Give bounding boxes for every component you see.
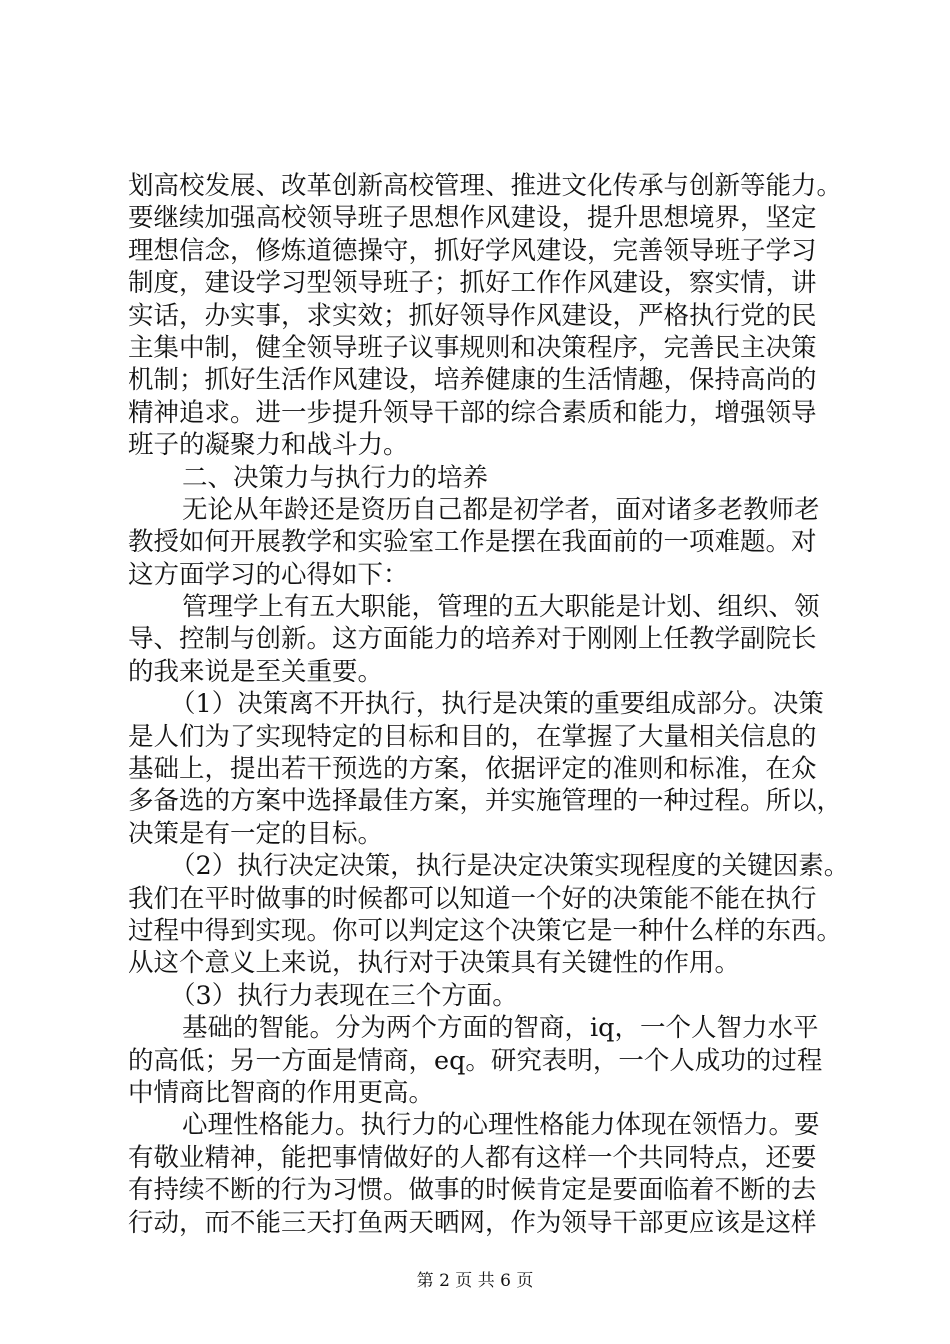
text-line: 行动，而不能三天打鱼两天晒网，作为领导干部更应该是这样 — [128, 1207, 817, 1238]
text-line: 过程中得到实现。你可以判定这个决策它是一种什么样的东西。 — [128, 915, 843, 946]
text-line: （3）执行力表现在三个方面。 — [170, 980, 518, 1011]
text-line: 要继续加强高校领导班子思想作风建设，提升思想境界，坚定 — [128, 203, 817, 234]
text-line: 精神追求。进一步提升领导干部的综合素质和能力，增强领导 — [128, 397, 817, 428]
text-line: 是人们为了实现特定的目标和目的，在掌握了大量相关信息的 — [128, 721, 817, 752]
text-line: 的高低；另一方面是情商，eq。研究表明，一个人成功的过程 — [128, 1045, 823, 1076]
text-line: （2）执行决定决策，执行是决定决策实现程度的关键因素。 — [170, 851, 850, 882]
text-line: 班子的凝聚力和战斗力。 — [128, 430, 409, 461]
text-line: 多备选的方案中选择最佳方案，并实施管理的一种过程。所以， — [128, 786, 843, 817]
text-line: 制度，建设学习型领导班子；抓好工作作风建设，察实情，讲 — [128, 268, 817, 299]
text-line: 有持续不断的行为习惯。做事的时候肯定是要面临着不断的去 — [128, 1175, 817, 1206]
page-footer: 第 2 页 共 6 页 — [416, 1271, 534, 1291]
text-line: 中情商比智商的作用更高。 — [128, 1077, 435, 1108]
text-line: （1）决策离不开执行，执行是决策的重要组成部分。决策 — [170, 689, 824, 720]
document-body — [128, 170, 850, 1239]
text-line: 基础上，提出若干预选的方案，依据评定的准则和标准，在众 — [128, 754, 817, 785]
text-line: 理想信念，修炼道德操守，抓好学风建设，完善领导班子学习 — [128, 235, 817, 266]
text-line: 我们在平时做事的时候都可以知道一个好的决策能不能在执行 — [128, 883, 817, 914]
text-line: 管理学上有五大职能，管理的五大职能是计划、组织、领 — [182, 592, 820, 623]
text-line: 二、决策力与执行力的培养 — [182, 462, 489, 493]
text-line: 划高校发展、改革创新高校管理、推进文化传承与创新等能力。 — [128, 171, 843, 201]
text-line: 有敬业精神，能把事情做好的人都有这样一个共同特点，还要 — [128, 1142, 817, 1173]
text-line: 心理性格能力。执行力的心理性格能力体现在领悟力。要 — [182, 1110, 820, 1141]
text-line: 无论从年龄还是资历自己都是初学者，面对诸多老教师老 — [182, 494, 820, 525]
text-line: 实话，办实事，求实效；抓好领导作风建设，严格执行党的民 — [128, 300, 817, 331]
text-line: 主集中制，健全领导班子议事规则和决策程序，完善民主决策 — [128, 332, 817, 363]
text-line: 教授如何开展教学和实验室工作是摆在我面前的一项难题。对 — [128, 527, 817, 558]
text-line: 导、控制与创新。这方面能力的培养对于刚刚上任教学副院长 — [128, 624, 817, 655]
text-line: 这方面学习的心得如下： — [128, 559, 409, 590]
text-line: 从这个意义上来说，执行对于决策具有关键性的作用。 — [128, 948, 741, 979]
text-line: 决策是有一定的目标。 — [128, 818, 384, 849]
text-line: 的我来说是至关重要。 — [128, 656, 384, 687]
text-line: 基础的智能。分为两个方面的智商，iq，一个人智力水平 — [182, 1013, 819, 1044]
text-line: 机制；抓好生活作风建设，培养健康的生活情趣，保持高尚的 — [128, 365, 817, 396]
